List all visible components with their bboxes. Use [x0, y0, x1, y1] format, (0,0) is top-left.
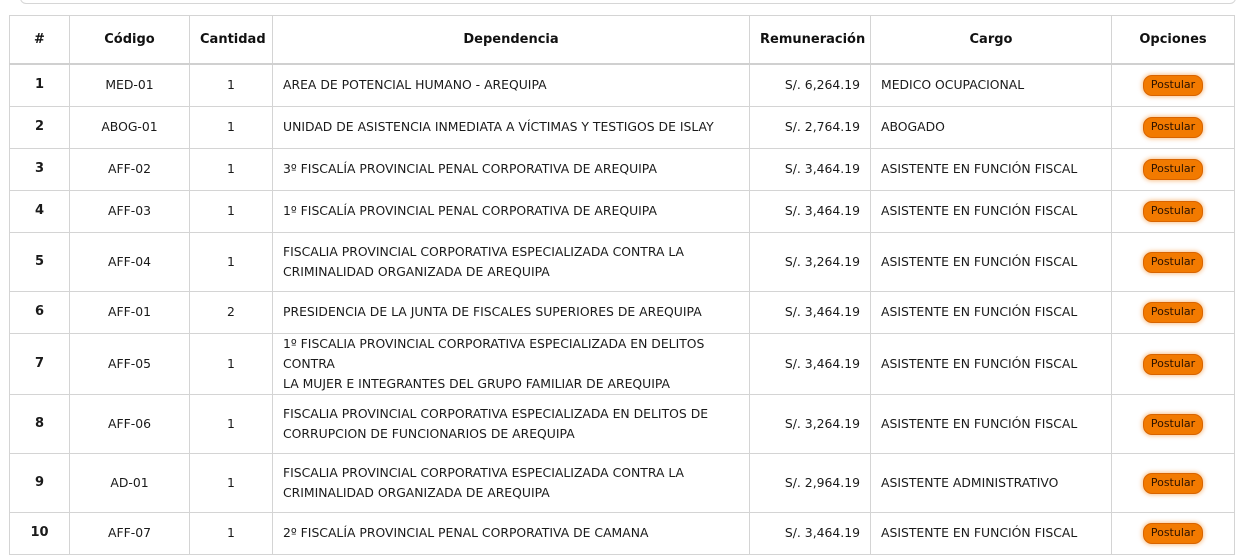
row-number: 6 [10, 291, 70, 333]
row-opciones [1112, 106, 1235, 148]
row-number: 5 [10, 232, 70, 291]
row-number: 8 [10, 394, 70, 453]
table-row [10, 148, 1235, 190]
row-number: 10 [10, 512, 70, 554]
row-opciones [1112, 333, 1235, 394]
table-row [10, 64, 1235, 106]
row-opciones [1112, 453, 1235, 512]
row-opciones [1112, 232, 1235, 291]
row-dependencia [273, 106, 750, 148]
row-opciones [1112, 190, 1235, 232]
row-quantity: 1 [190, 333, 273, 394]
row-number: 7 [10, 333, 70, 394]
row-code: AFF-04 [70, 232, 190, 291]
row-opciones [1112, 148, 1235, 190]
postular-button[interactable]: Postular [1143, 75, 1203, 96]
row-dependencia [273, 64, 750, 106]
row-code: AFF-07 [70, 512, 190, 554]
postular-button[interactable]: Postular [1143, 201, 1203, 222]
postular-button[interactable]: Postular [1143, 302, 1203, 323]
dependencia-line: UNIDAD DE ASISTENCIA INMEDIATA A VÍCTIMAS Y TESTIGOS DE ISLAY [283, 119, 714, 134]
postular-button[interactable]: Postular [1143, 117, 1203, 138]
row-code: AFF-05 [70, 333, 190, 394]
row-quantity: 1 [190, 512, 273, 554]
dependencia-line: CRIMINALIDAD ORGANIZADA DE AREQUIPA [283, 484, 550, 500]
row-remuneracion: S/. 3,264.19 [750, 232, 871, 291]
table-row [10, 394, 1235, 453]
row-cargo: ASISTENTE EN FUNCIÓN FISCAL [871, 190, 1112, 232]
row-dependencia [273, 232, 750, 291]
row-remuneracion: S/. 3,264.19 [750, 394, 871, 453]
row-number: 2 [10, 106, 70, 148]
row-dependencia [273, 190, 750, 232]
row-cargo: ASISTENTE EN FUNCIÓN FISCAL [871, 333, 1112, 394]
row-code: AFF-02 [70, 148, 190, 190]
row-quantity: 1 [190, 394, 273, 453]
dependencia-line: PRESIDENCIA DE LA JUNTA DE FISCALES SUPERIORES DE AREQUIPA [283, 304, 702, 319]
row-cargo: ASISTENTE EN FUNCIÓN FISCAL [871, 148, 1112, 190]
postular-button[interactable]: Postular [1143, 159, 1203, 180]
dependencia-line: CRIMINALIDAD ORGANIZADA DE AREQUIPA [283, 263, 550, 279]
postular-button[interactable]: Postular [1143, 252, 1203, 273]
table-header-row [10, 16, 1235, 65]
table-row [10, 453, 1235, 512]
header-remuneracion: Remuneración [750, 16, 871, 65]
postular-button[interactable]: Postular [1143, 473, 1203, 494]
row-number: 1 [10, 64, 70, 106]
row-dependencia [273, 148, 750, 190]
row-remuneracion: S/. 2,764.19 [750, 106, 871, 148]
postular-button[interactable]: Postular [1143, 354, 1203, 375]
row-number: 9 [10, 453, 70, 512]
dependencia-line: 1º FISCALÍA PROVINCIAL PENAL CORPORATIVA DE AREQUIPA [283, 203, 657, 218]
row-quantity: 1 [190, 64, 273, 106]
row-dependencia [273, 333, 750, 394]
table-row [10, 106, 1235, 148]
table-row [10, 512, 1235, 554]
table-row [10, 232, 1235, 291]
row-cargo: ASISTENTE EN FUNCIÓN FISCAL [871, 232, 1112, 291]
row-cargo: ASISTENTE EN FUNCIÓN FISCAL [871, 291, 1112, 333]
top-panel-edge [20, 0, 1236, 4]
table-row [10, 291, 1235, 333]
plazas-table [9, 15, 1235, 555]
row-quantity: 1 [190, 232, 273, 291]
row-dependencia [273, 394, 750, 453]
header-qty: Cantidad [190, 16, 273, 65]
row-remuneracion: S/. 2,964.19 [750, 453, 871, 512]
row-quantity: 1 [190, 453, 273, 512]
row-code: ABOG-01 [70, 106, 190, 148]
row-quantity: 1 [190, 106, 273, 148]
row-code: AFF-06 [70, 394, 190, 453]
dependencia-line: LA MUJER E INTEGRANTES DEL GRUPO FAMILIAR DE AREQUIPA [283, 375, 671, 391]
row-code: AFF-03 [70, 190, 190, 232]
dependencia-line: 1º FISCALIA PROVINCIAL CORPORATIVA ESPECIALIZADA EN DELITOS CONTRA [283, 335, 705, 371]
row-remuneracion: S/. 3,464.19 [750, 512, 871, 554]
dependencia-line: CORRUPCION DE FUNCIONARIOS DE AREQUIPA [283, 425, 575, 441]
dependencia-line: FISCALIA PROVINCIAL CORPORATIVA ESPECIALIZADA CONTRA LA [283, 464, 685, 480]
header-opciones: Opciones [1112, 16, 1235, 65]
row-code: MED-01 [70, 64, 190, 106]
row-cargo: ASISTENTE EN FUNCIÓN FISCAL [871, 512, 1112, 554]
table-body [10, 64, 1235, 554]
table-row [10, 190, 1235, 232]
row-opciones [1112, 291, 1235, 333]
header-dependencia: Dependencia [273, 16, 750, 65]
row-quantity: 1 [190, 148, 273, 190]
row-opciones [1112, 512, 1235, 554]
dependencia-line: AREA DE POTENCIAL HUMANO - AREQUIPA [283, 77, 547, 93]
row-quantity: 1 [190, 190, 273, 232]
row-remuneracion: S/. 3,464.19 [750, 333, 871, 394]
dependencia-line: FISCALIA PROVINCIAL CORPORATIVA ESPECIALIZADA CONTRA LA [283, 243, 685, 259]
row-opciones [1112, 394, 1235, 453]
table-row [10, 333, 1235, 394]
row-remuneracion: S/. 3,464.19 [750, 190, 871, 232]
dependencia-line: 2º FISCALÍA PROVINCIAL PENAL CORPORATIVA DE CAMANA [283, 525, 649, 540]
row-dependencia [273, 453, 750, 512]
row-code: AFF-01 [70, 291, 190, 333]
row-remuneracion: S/. 3,464.19 [750, 291, 871, 333]
row-dependencia [273, 291, 750, 333]
row-cargo: ASISTENTE EN FUNCIÓN FISCAL [871, 394, 1112, 453]
row-number: 4 [10, 190, 70, 232]
dependencia-line: 3º FISCALÍA PROVINCIAL PENAL CORPORATIVA DE AREQUIPA [283, 161, 657, 176]
row-number: 3 [10, 148, 70, 190]
postular-button[interactable]: Postular [1143, 523, 1203, 544]
postular-button[interactable]: Postular [1143, 414, 1203, 435]
header-cargo: Cargo [871, 16, 1112, 65]
row-remuneracion: S/. 3,464.19 [750, 148, 871, 190]
row-remuneracion: S/. 6,264.19 [750, 64, 871, 106]
row-cargo: ABOGADO [871, 106, 1112, 148]
row-cargo: MEDICO OCUPACIONAL [871, 64, 1112, 106]
row-opciones [1112, 64, 1235, 106]
dependencia-line: FISCALIA PROVINCIAL CORPORATIVA ESPECIALIZADA EN DELITOS DE [283, 405, 709, 421]
row-cargo: ASISTENTE ADMINISTRATIVO [871, 453, 1112, 512]
plazas-table-container [9, 15, 1234, 555]
row-dependencia [273, 512, 750, 554]
header-code: Código [70, 16, 190, 65]
row-quantity: 2 [190, 291, 273, 333]
header-num: # [10, 16, 70, 65]
row-code: AD-01 [70, 453, 190, 512]
